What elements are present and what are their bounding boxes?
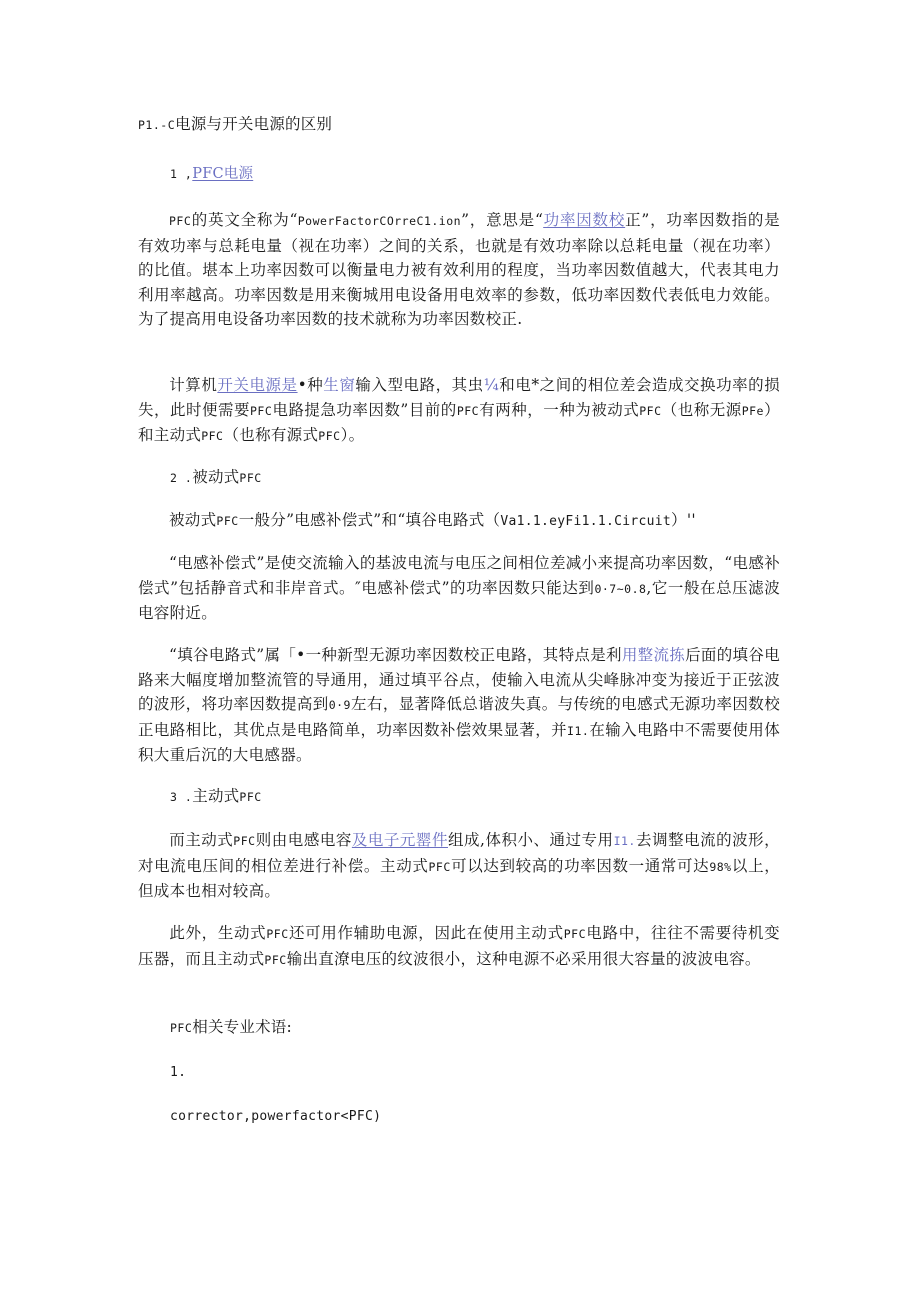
paragraph-aux-power: 此外，生动式PFC还可用作辅助电源，因此在使用主动式PFC电路中，往往不需要待机变压器，而且主动式PFC输出直潦电压的纹波很小，这种电源不必采用很大容量的波波电容。 <box>138 924 780 968</box>
paragraph-computer-psu: 计算机开关电源是•种生窗输入型电路，其虫¼和电*之间的相位差会造成交换功率的损失，此时便需要PFC电路提急功率因数”目前的PFC有两种，一种为被动式PFC（也称无源PFe）和主动式PFC（也称有源式PFC）。 <box>138 376 781 444</box>
section-1-heading <box>170 162 253 185</box>
title-text: 电源与开关电源的区别 <box>175 115 333 133</box>
power-factor-correction-link[interactable]: 功率因数校 <box>543 211 626 229</box>
capacitor-link[interactable]: 生窗 <box>323 376 356 394</box>
term-item-text: corrector,powerfactor<PFC) <box>170 1109 382 1124</box>
rectifier-link[interactable]: 用整流拣 <box>621 646 686 664</box>
section-3-heading: 3 .主动式PFC <box>170 787 262 805</box>
paragraph-active-pfc: 而主动式PFC则由电感电容及电子元罂件组成,体积小、通过专用I1.去调整电流的波形，对电流电压间的相位差进行补偿。主动式PFC可以达到较高的功率因数一通常可达98%以上，但成本也相对较高。 <box>138 831 781 900</box>
pfc-power-link[interactable]: PFC电源 <box>192 166 254 182</box>
paragraph-passive-types: 被动式PFC一般分”电感补偿式”和“填谷电路式（Va1.1.eyFi1.1.Circuit）'' <box>169 511 696 529</box>
term-item-number: 1. <box>170 1065 187 1080</box>
terms-heading: PFC相关专业术语: <box>170 1018 292 1036</box>
switching-power-link[interactable]: 开关电源是 <box>217 376 298 394</box>
paragraph-valley-fill: “填谷电路式”属「•一种新型无源功率因数校正电路，其特点是利用整流拣后面的填谷电路来大幅度增加整流管的导通用，通过填平谷点，使输入电流从尖峰脉冲变为接近于正弦波的波形，将功率因数提高到0·9左右，显著降低总谐波失真。与传统的电感式无源功率因数校正电路相比，其优点是电路简单，功率因数补偿效果显著，并I1.在输入电路中不需要使用体积大重后沉的大电感器。 <box>138 646 780 764</box>
paragraph-inductive: “电感补偿式”是使交流输入的基波电流与电压之间相位差减小来提高功率因数，“电感补偿式”包括静音式和非岸音式。″电感补偿式”的功率因数只能达到0·7~0.8,它一般在总压滤波电容附近。 <box>138 554 780 622</box>
title-prefix: P1.-C <box>138 118 176 132</box>
electronic-components-link[interactable]: 及电子元罂件 <box>351 831 448 849</box>
document-title <box>138 113 332 136</box>
section-1-number: 1 , <box>170 167 193 181</box>
section-2-heading: 2 .被动式PFC <box>170 468 262 486</box>
paragraph-pfc-definition: PFC的英文全称为“PowerFactorCOrreC1.ion”，意思是“功率因数校正”，功率因数指的是有效功率与总耗电量（视在功率）之间的关系，也就是有效功率除以总耗电量（视在功率）的比值。堪本上功率因数可以衡量电力被有效利用的程度，当功率因数值越大，代表其电力利用率越高。功率因数是用来衡城用电设备用电效率的参数，低功率因数代表低电力效能。为了提高用电设备功率因数的技术就称为功率因数校正. <box>138 211 780 328</box>
